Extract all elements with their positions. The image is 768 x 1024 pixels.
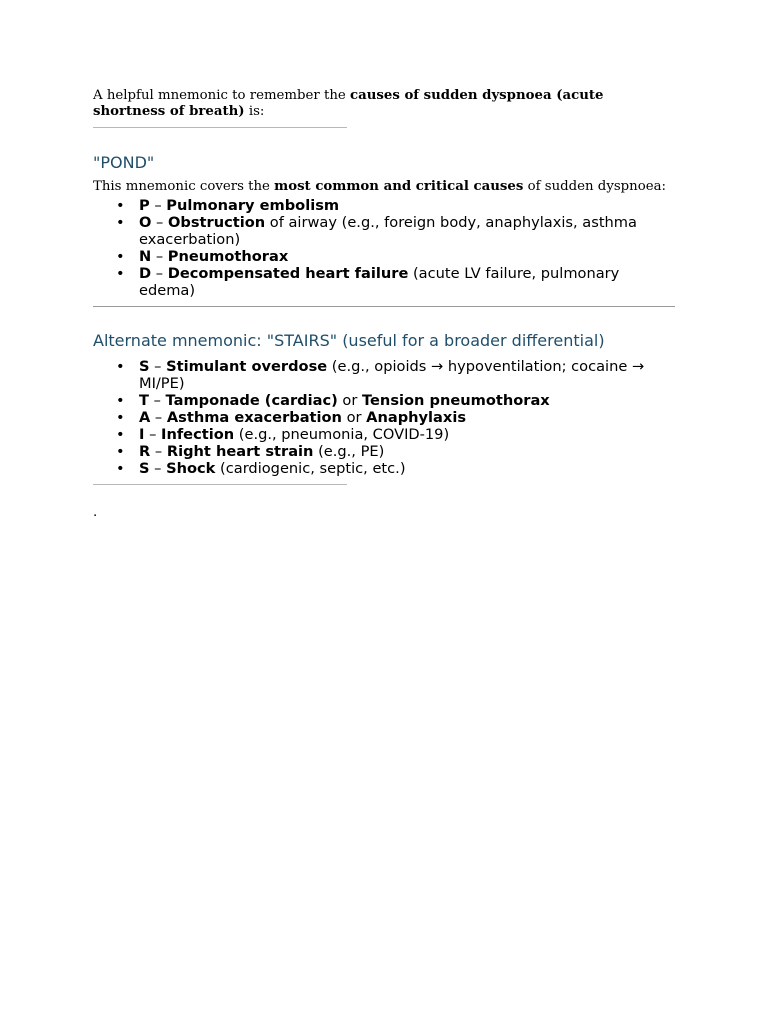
item-letter: D bbox=[139, 265, 152, 282]
item-letter: S bbox=[139, 358, 150, 375]
item-rest: of airway (e.g., foreign body, anaphylaxis, asthma exacerbation) bbox=[139, 214, 637, 248]
item-dash: – bbox=[151, 248, 168, 265]
item-letter: A bbox=[139, 409, 151, 426]
stairs-list bbox=[93, 358, 676, 477]
divider-3 bbox=[93, 484, 347, 485]
item-term: Stimulant overdose bbox=[166, 358, 328, 375]
item-dash: – bbox=[149, 197, 167, 214]
bullet-icon: • bbox=[116, 392, 125, 409]
bullet-icon: • bbox=[116, 248, 125, 265]
list-item bbox=[116, 265, 676, 299]
item-dash: – bbox=[149, 358, 167, 375]
item-dash: – bbox=[149, 460, 167, 477]
bullet-icon: • bbox=[116, 358, 125, 375]
pond-tail: of sudden dyspnoea: bbox=[523, 179, 667, 194]
list-item bbox=[116, 426, 676, 443]
item-dash: – bbox=[151, 214, 168, 231]
item-mid: (e.g., PE) bbox=[313, 443, 385, 460]
item-mid: or bbox=[337, 392, 363, 409]
pond-bold: most common and critical causes bbox=[274, 179, 524, 194]
intro-lead: A helpful mnemonic to remember the bbox=[93, 88, 350, 103]
list-item bbox=[116, 248, 676, 265]
divider-1 bbox=[93, 127, 347, 128]
bullet-icon: • bbox=[116, 443, 125, 460]
item-letter: R bbox=[139, 443, 151, 460]
list-item bbox=[116, 392, 676, 409]
list-item bbox=[116, 460, 676, 477]
divider-2 bbox=[93, 306, 675, 307]
item-term: Asthma exacerbation bbox=[166, 409, 342, 426]
list-item bbox=[116, 443, 676, 460]
bullet-icon: • bbox=[116, 214, 125, 231]
item-letter: T bbox=[139, 392, 149, 409]
bullet-icon: • bbox=[116, 197, 125, 214]
item-term: Decompensated heart failure bbox=[167, 265, 409, 282]
item-rest: (acute LV failure, pulmonary edema) bbox=[139, 265, 620, 299]
item-letter: S bbox=[139, 460, 150, 477]
pond-lead: This mnemonic covers the bbox=[93, 179, 275, 194]
item-mid: or bbox=[341, 409, 367, 426]
bullet-icon: • bbox=[116, 409, 125, 426]
trailing-dot: . bbox=[93, 505, 98, 520]
bullet-icon: • bbox=[116, 460, 125, 477]
intro-bold: causes of sudden dyspnoea (acute shortness of breath) bbox=[93, 88, 604, 119]
item-mid: (e.g., opioids → hypoventilation; cocaine → MI/PE) bbox=[139, 358, 645, 392]
stairs-heading: Alternate mnemonic: "STAIRS" (useful for a broader differential) bbox=[93, 331, 605, 350]
item-letter: I bbox=[139, 426, 145, 443]
item-term: Obstruction bbox=[167, 214, 266, 231]
pond-lead-paragraph bbox=[93, 179, 676, 195]
list-item bbox=[116, 214, 676, 248]
intro-paragraph bbox=[93, 88, 676, 120]
pond-list bbox=[93, 197, 676, 299]
item-dash: – bbox=[148, 392, 166, 409]
bullet-icon: • bbox=[116, 426, 125, 443]
item-letter: N bbox=[139, 248, 152, 265]
list-item bbox=[116, 197, 676, 214]
item-mid: (e.g., pneumonia, COVID-19) bbox=[234, 426, 450, 443]
item-term: Pneumothorax bbox=[167, 248, 289, 265]
list-item bbox=[116, 358, 676, 392]
item-letter: O bbox=[139, 214, 152, 231]
item-dash: – bbox=[150, 443, 167, 460]
item-term2: Tension pneumothorax bbox=[362, 392, 550, 409]
item-letter: P bbox=[139, 197, 150, 214]
item-term: Shock bbox=[166, 460, 216, 477]
bullet-icon: • bbox=[116, 265, 125, 282]
item-term: Pulmonary embolism bbox=[166, 197, 340, 214]
item-dash: – bbox=[150, 409, 167, 426]
pond-heading: "POND" bbox=[93, 153, 155, 172]
intro-tail: is: bbox=[244, 104, 265, 119]
item-dash: – bbox=[151, 265, 168, 282]
list-item bbox=[116, 409, 676, 426]
item-term: Tamponade (cardiac) bbox=[165, 392, 338, 409]
item-term2: Anaphylaxis bbox=[366, 409, 467, 426]
item-term: Right heart strain bbox=[166, 443, 314, 460]
item-mid: (cardiogenic, septic, etc.) bbox=[215, 460, 406, 477]
item-dash: – bbox=[144, 426, 162, 443]
item-term: Infection bbox=[161, 426, 235, 443]
